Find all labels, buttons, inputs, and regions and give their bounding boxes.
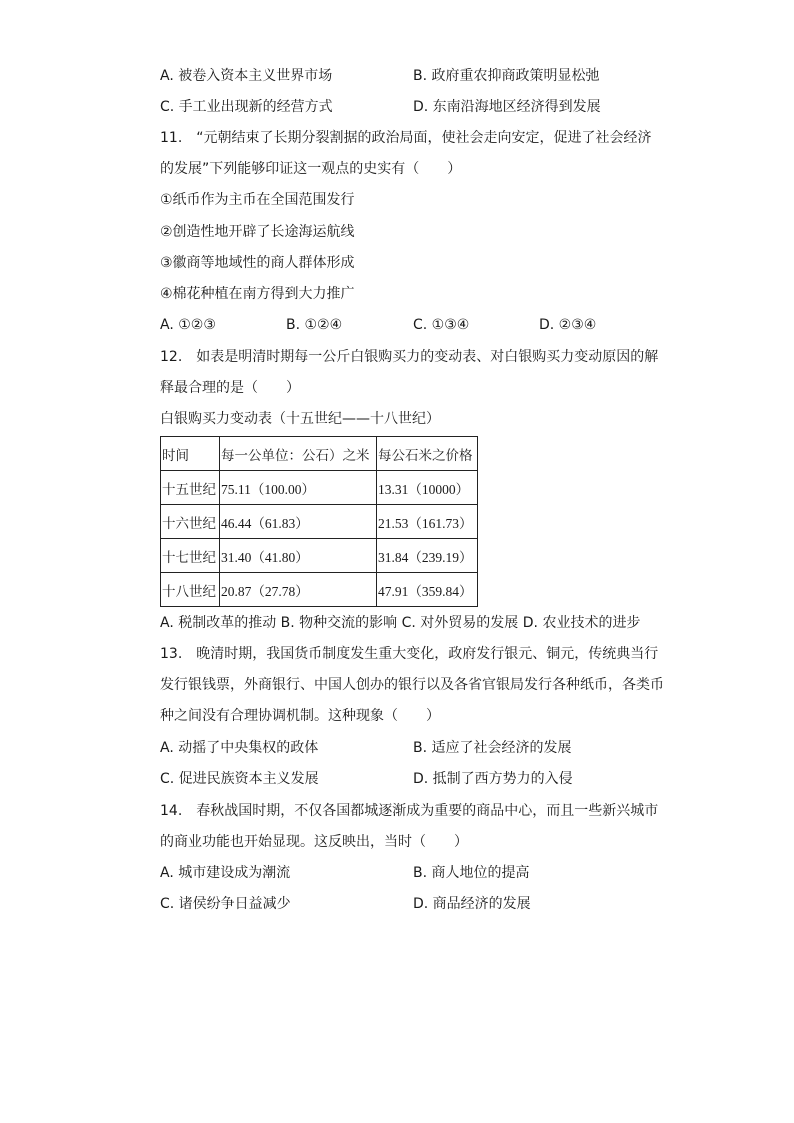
q13-option-d: D. 抵制了西方势力的入侵 (413, 771, 573, 787)
q13-stem-line3: 种之间没有合理协调机制。这种现象（ ） (160, 708, 440, 724)
table-cell-rice: 46.44（61.83） (220, 505, 377, 539)
table-cell-price: 31.84（239.19） (377, 539, 478, 573)
q14-stem-line2: 的商业功能也开始显现。这反映出，当时（ ） (160, 834, 468, 850)
q12-stem-line1: 12. 如表是明清时期每一公斤白银购买力的变动表、对白银购买力变动原因的解 (160, 349, 659, 365)
q13-option-b: B. 适应了社会经济的发展 (413, 740, 572, 756)
q14-option-a: A. 城市建设成为潮流 (160, 865, 291, 881)
table-cell-period: 十七世纪 (161, 539, 220, 573)
silver-purchasing-power-table (160, 436, 478, 607)
q11-stem-line1: 11. “元朝结束了长期分裂割据的政治局面，使社会走向安定，促进了社会经济 (160, 130, 652, 146)
q11-item-1: ①纸币作为主币在全国范围发行 (160, 192, 355, 208)
table-cell-rice: 31.40（41.80） (220, 539, 377, 573)
q14-option-d: D. 商品经济的发展 (413, 896, 531, 912)
q10-option-d: D. 东南沿海地区经济得到发展 (413, 99, 601, 115)
table-cell-price: 47.91（359.84） (377, 573, 478, 607)
q14-option-c: C. 诸侯纷争日益减少 (160, 896, 291, 912)
table-row (161, 539, 478, 573)
table-row (161, 505, 478, 539)
q13-option-a: A. 动摇了中央集权的政体 (160, 740, 319, 756)
table-cell-price: 13.31（10000） (377, 471, 478, 505)
q11-option-b: B. ①②④ (286, 317, 343, 333)
q11-option-a: A. ①②③ (160, 317, 216, 333)
table-cell-period: 十八世纪 (161, 573, 220, 607)
q11-item-3: ③徽商等地域性的商人群体形成 (160, 255, 355, 271)
table-cell-rice: 75.11（100.00） (220, 471, 377, 505)
q13-stem-line2: 发行银钱票，外商银行、中国人创办的银行以及各省官银局发行各种纸币，各类币 (160, 677, 664, 693)
q10-option-c: C. 手工业出现新的经营方式 (160, 99, 333, 115)
q12-options: A. 税制改革的推动 B. 物种交流的影响 C. 对外贸易的发展 D. 农业技术的进步 (160, 615, 641, 631)
q11-option-c: C. ①③④ (413, 317, 470, 333)
table-header-row (161, 437, 478, 471)
q10-option-a: A. 被卷入资本主义世界市场 (160, 68, 333, 84)
q14-stem-line1: 14. 春秋战国时期，不仅各国都城逐渐成为重要的商品中心，而且一些新兴城市 (160, 803, 659, 819)
q14-option-b: B. 商人地位的提高 (413, 865, 530, 881)
table-cell-rice: 20.87（27.78） (220, 573, 377, 607)
q11-option-d: D. ②③④ (539, 317, 597, 333)
table-header-cell: 每公石米之价格 (377, 437, 478, 471)
q11-item-2: ②创造性地开辟了长途海运航线 (160, 224, 355, 240)
table-row (161, 471, 478, 505)
table-cell-period: 十五世纪 (161, 471, 220, 505)
table-header-cell: 每一公单位：公石）之米 (220, 437, 377, 471)
q12-stem-line2: 释最合理的是（ ） (160, 380, 300, 396)
q13-stem-line1: 13. 晚清时期，我国货币制度发生重大变化，政府发行银元、铜元，传统典当行 (160, 646, 659, 662)
q10-option-b: B. 政府重农抑商政策明显松弛 (413, 68, 600, 84)
table-row (161, 573, 478, 607)
table-cell-price: 21.53（161.73） (377, 505, 478, 539)
q11-item-4: ④棉花种植在南方得到大力推广 (160, 286, 355, 302)
table-cell-period: 十六世纪 (161, 505, 220, 539)
q11-stem-line2: 的发展”下列能够印证这一观点的史实有（ ） (160, 161, 462, 177)
q13-option-c: C. 促进民族资本主义发展 (160, 771, 319, 787)
q12-table-title: 白银购买力变动表（十五世纪——十八世纪） (160, 411, 440, 427)
table-header-cell: 时间 (161, 437, 220, 471)
